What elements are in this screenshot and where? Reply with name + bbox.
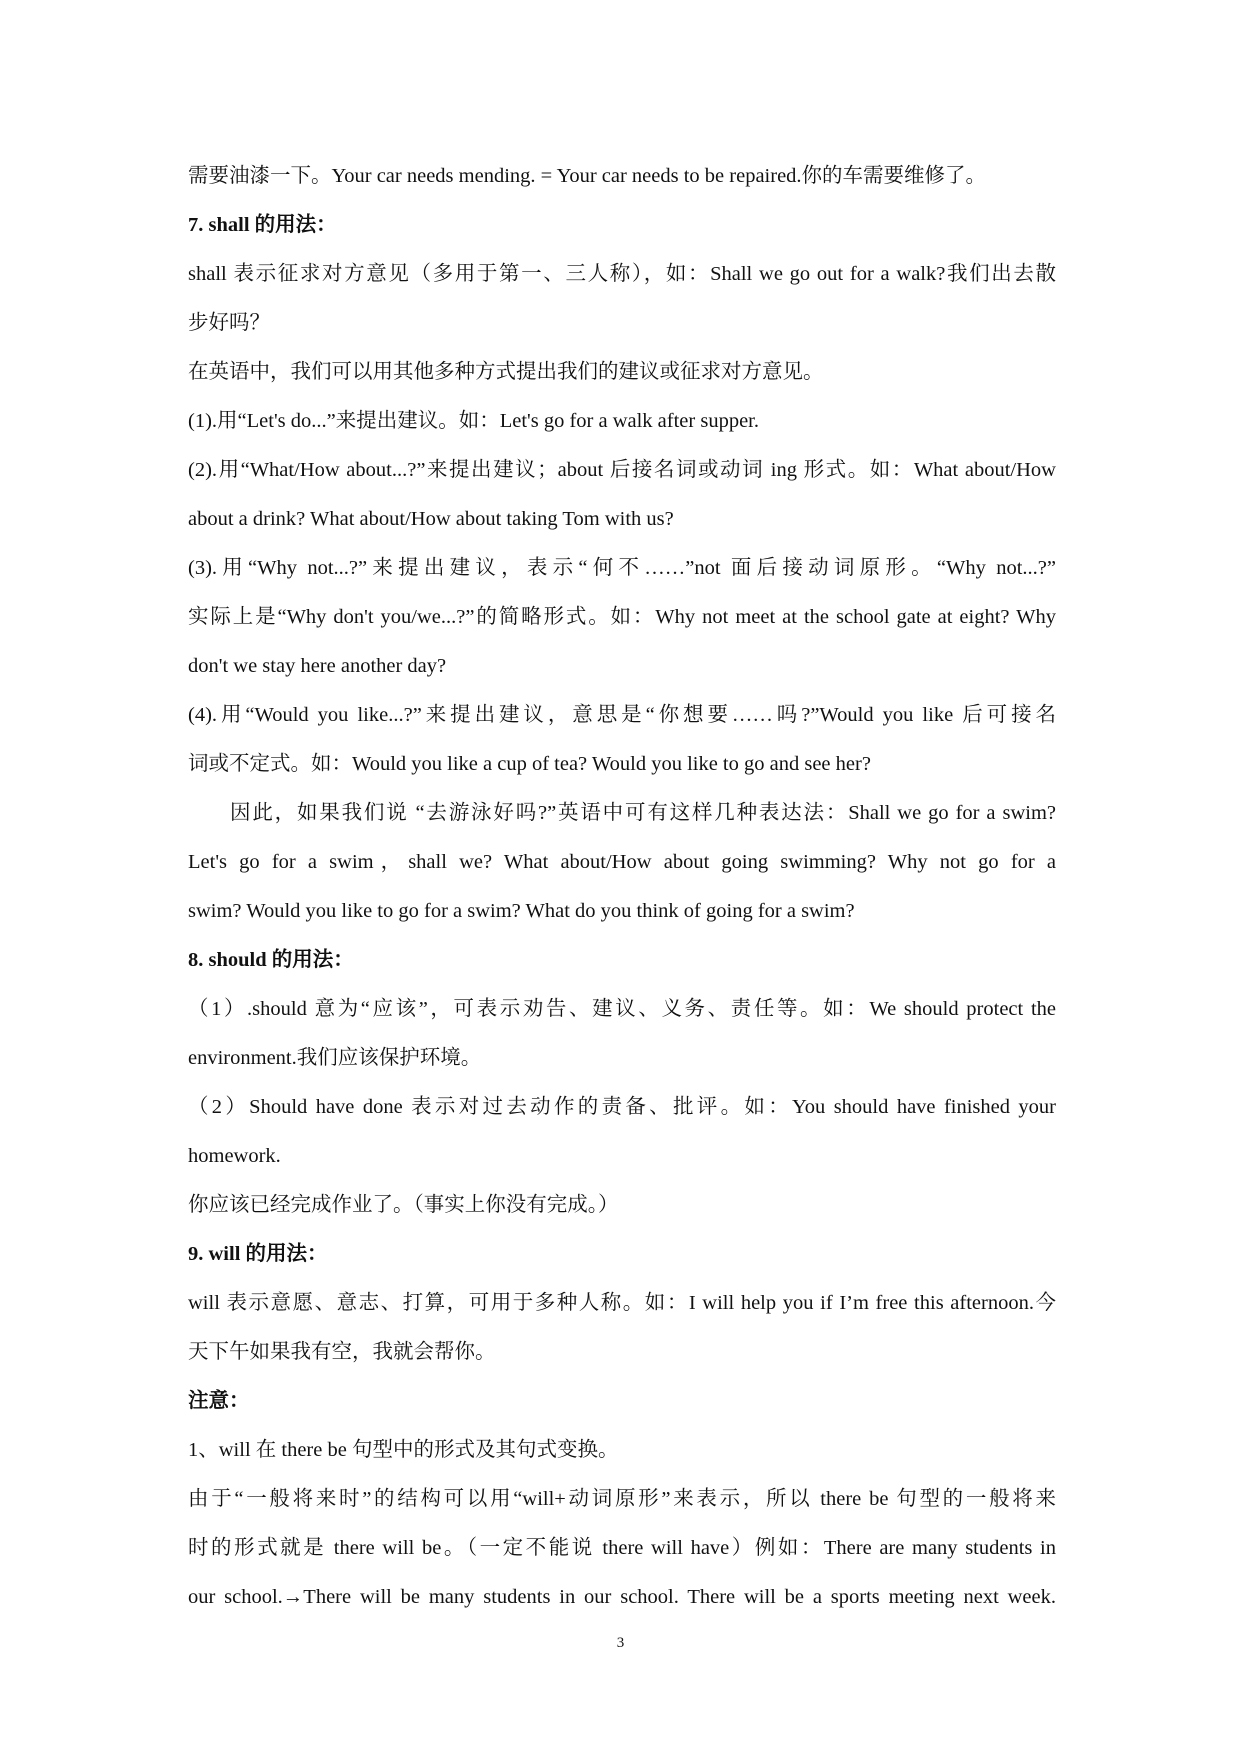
text-line: （2）Should have done 表示对过去动作的责备、批评。如：You should have finished your [188, 1096, 1056, 1118]
text-line: homework. [188, 1145, 281, 1167]
text-line: 你应该已经完成作业了。（事实上你没有完成。） [188, 1194, 619, 1216]
text-line: don't we stay here another day? [188, 655, 447, 677]
text-line: 在英语中，我们可以用其他多种方式提出我们的建议或征求对方意见。 [188, 361, 824, 383]
text-line: environment.我们应该保护环境。 [188, 1047, 482, 1069]
text-line: 因此，如果我们说 “去游泳好吗?”英语中可有这样几种表达法：Shall we go for a swim? [230, 802, 1056, 824]
text-line: 实际上是“Why don't you/we...?”的简略形式。如：Why not meet at the school gate at eight? Why [188, 606, 1056, 628]
note-heading: 注意： [188, 1390, 250, 1412]
page-number: 3 [616, 1635, 625, 1651]
text-line: about a drink? What about/How about taking Tom with us? [188, 508, 674, 530]
document-body [188, 152, 1056, 1622]
text-line: 时的形式就是 there will be。（一定不能说 there will have）例如：There are many students in [188, 1537, 1056, 1559]
text-line: (2).用“What/How about...?”来提出建议；about 后接名词或动词 ing 形式。如：What about/How [188, 459, 1056, 481]
text-line: Let's go for a swim，shall we? What about/How about going swimming? Why not go for a [188, 851, 1056, 873]
text-line: 需要油漆一下。Your car needs mending. = Your car needs to be repaired.你的车需要维修了。 [188, 165, 987, 187]
text-line: swim? Would you like to go for a swim? What do you think of going for a swim? [188, 900, 855, 922]
text-line: will 表示意愿、意志、打算，可用于多种人称。如：I will help you if I’m free this afternoon.今 [188, 1292, 1056, 1314]
section-heading-will: 9. will 的用法： [188, 1243, 328, 1265]
text-line: (3).用“Why not...?”来提出建议，表示“何不……”not 面后接动词原形。“Why not...?” [188, 557, 1056, 579]
section-heading-should: 8. should 的用法： [188, 949, 354, 971]
text-line: 1、will 在 there be 句型中的形式及其句式变换。 [188, 1439, 619, 1461]
section-heading-shall: 7. shall 的用法： [188, 214, 337, 236]
text-line: 词或不定式。如：Would you like a cup of tea? Would you like to go and see her? [188, 753, 871, 775]
text-line: shall 表示征求对方意见（多用于第一、三人称），如：Shall we go out for a walk?我们出去散 [188, 263, 1056, 285]
text-line: （1）.should 意为“应该”，可表示劝告、建议、义务、责任等。如：We should protect the [188, 998, 1056, 1020]
text-line: 步好吗？ [188, 312, 270, 334]
text-line: (4).用“Would you like...?”来提出建议，意思是“你想要……吗?”Would you like 后可接名 [188, 704, 1056, 726]
text-line: our school.→There will be many students in our school. There will be a sports meeting next week. [188, 1586, 1056, 1608]
text-line: 由于“一般将来时”的结构可以用“will+动词原形”来表示，所以 there be 句型的一般将来 [188, 1488, 1056, 1510]
text-line: (1).用“Let's do...”来提出建议。如：Let's go for a walk after supper. [188, 410, 759, 432]
text-line: 天下午如果我有空，我就会帮你。 [188, 1341, 496, 1363]
